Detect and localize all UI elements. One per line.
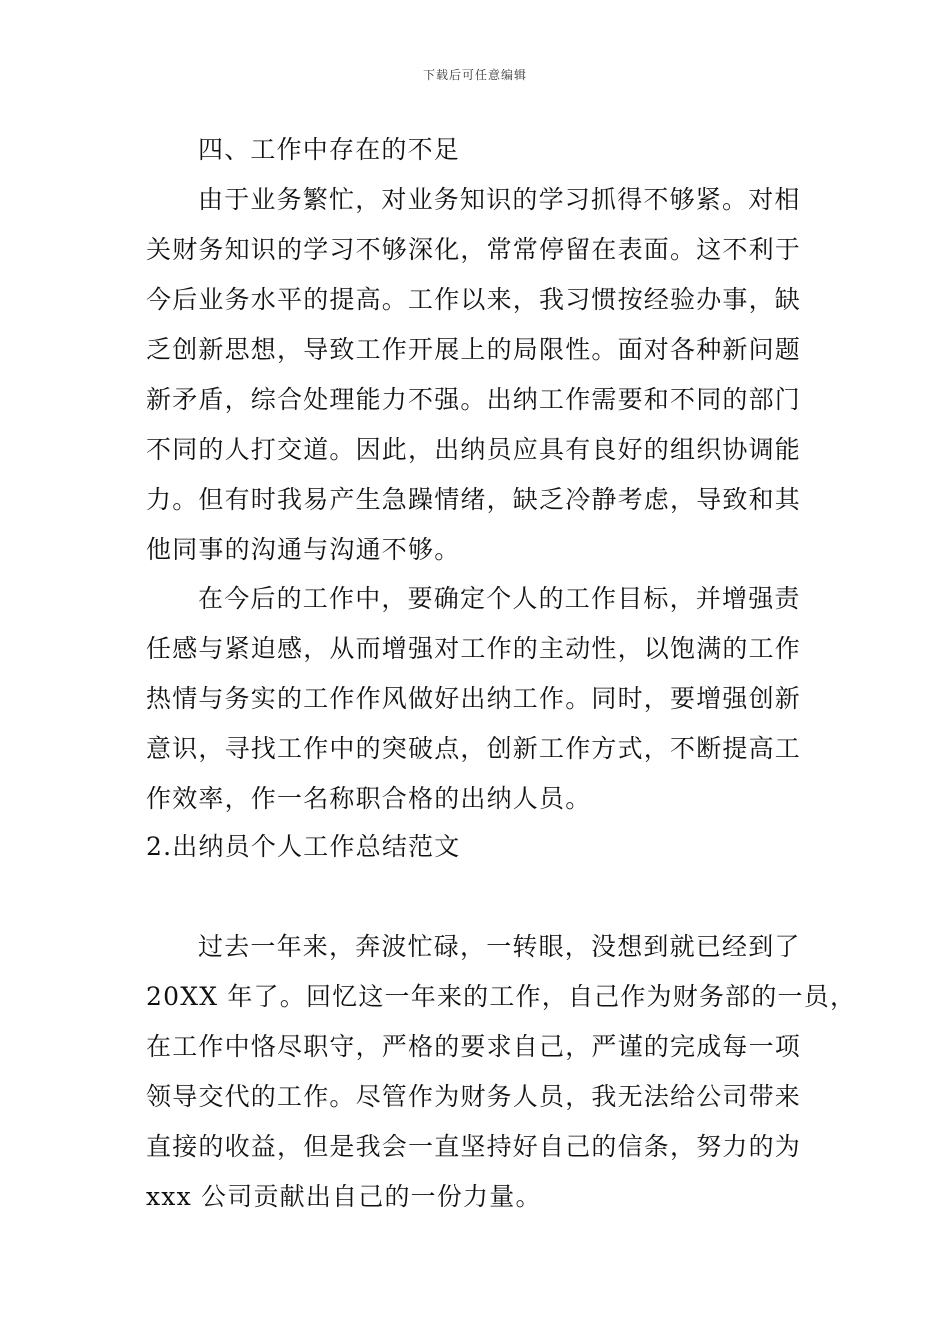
- paragraph-line: 领导交代的工作。尽管作为财务人员，我无法给公司带来: [146, 1082, 802, 1111]
- section-heading-text: 四、工作中存在的不足: [198, 135, 461, 164]
- paragraph-line: 直接的收益，但是我会一直坚持好自己的信条，努力的为: [146, 1132, 802, 1161]
- header-note: 下载后可任意编辑: [422, 68, 527, 82]
- paragraph-shortcomings: [146, 175, 808, 575]
- paragraph-future-plans: [146, 574, 808, 824]
- section-heading: [146, 125, 808, 175]
- paragraph-line: 意识，寻找工作中的突破点，创新工作方式，不断提高工: [146, 734, 802, 763]
- paragraph-line: 乏创新思想，导致工作开展上的局限性。面对各种新问题: [146, 335, 802, 364]
- paragraph-line: xxx 公司贡献出自己的一份力量。: [146, 1182, 542, 1211]
- paragraph-line: 力。但有时我易产生急躁情绪，缺乏冷静考虑，导致和其: [146, 485, 802, 514]
- article-title: [146, 822, 808, 872]
- paragraph-line: 他同事的沟通与沟通不够。: [146, 535, 461, 564]
- paragraph-line: 20XX 年了。回忆这一年来的工作，自己作为财务部的一员，: [146, 982, 857, 1011]
- paragraph-line: 由于业务繁忙，对业务知识的学习抓得不够紧。对相: [198, 185, 801, 214]
- paragraph-line: 不同的人打交道。因此，出纳员应具有良好的组织协调能: [146, 435, 802, 464]
- article-title-text: 2.出纳员个人工作总结范文: [146, 832, 461, 861]
- paragraph-line: 在今后的工作中，要确定个人的工作目标，并增强责: [198, 584, 801, 613]
- paragraph-line: 过去一年来，奔波忙碌，一转眼，没想到就已经到了: [198, 932, 801, 961]
- paragraph-year-review: [146, 922, 857, 1222]
- paragraph-line: 在工作中恪尽职守，严格的要求自己，严谨的完成每一项: [146, 1032, 802, 1061]
- paragraph-line: 作效率，作一名称职合格的出纳人员。: [146, 784, 592, 813]
- paragraph-line: 今后业务水平的提高。工作以来，我习惯按经验办事，缺: [146, 285, 802, 314]
- paragraph-line: 新矛盾，综合处理能力不强。出纳工作需要和不同的部门: [146, 385, 802, 414]
- paragraph-line: 关财务知识的学习不够深化，常常停留在表面。这不利于: [146, 235, 802, 264]
- paragraph-line: 任感与紧迫感，从而增强对工作的主动性，以饱满的工作: [146, 634, 802, 663]
- paragraph-line: 热情与务实的工作作风做好出纳工作。同时，要增强创新: [146, 684, 802, 713]
